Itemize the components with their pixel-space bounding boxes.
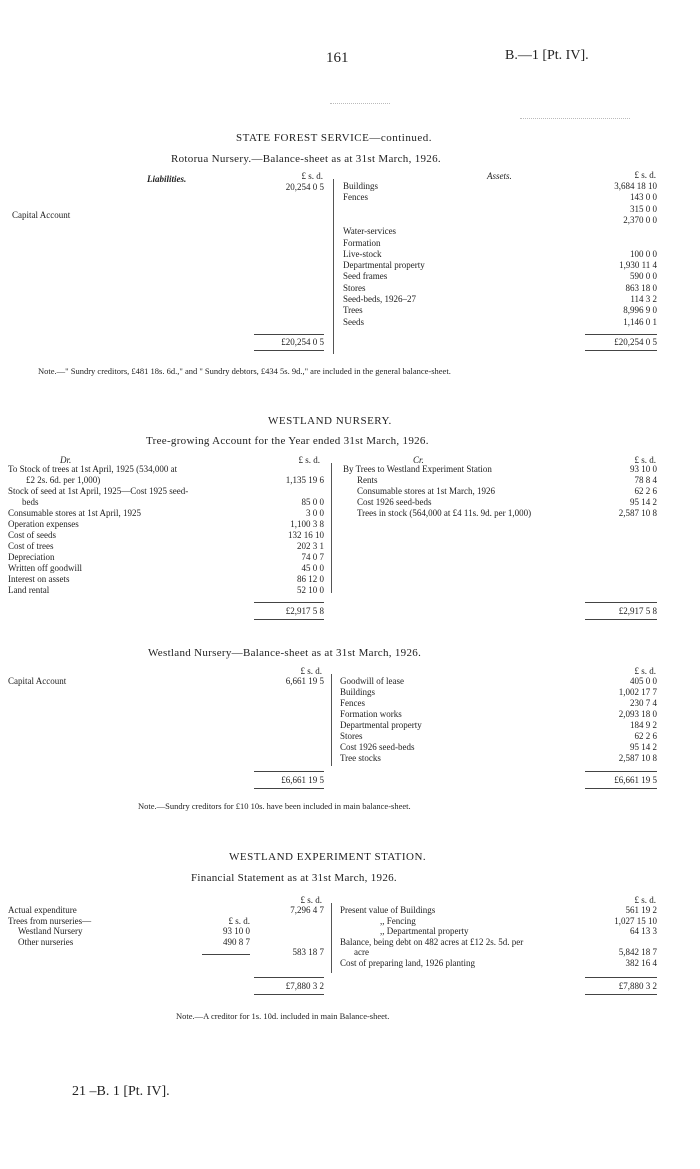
tree-debit-amount: 52 10 0 [297,585,324,595]
tree-credit-amount: 78 8 4 [634,475,657,485]
rotorua-asset-label: Stores [343,282,366,293]
wb-asset-label: Cost 1926 seed-beds [340,742,415,752]
tree-credit-label: Trees in stock (564,000 at £4 11s. 9d. per 1,000) [357,508,532,518]
tree-debit-label: Cost of trees [8,541,54,551]
exp-debit-subamount: 490 8 7 [223,936,250,947]
wb-liability-amount: 6,661 19 5 [285,676,324,686]
exp-debit-subamount: 93 10 0 [223,926,250,936]
wb-asset-label: Goodwill of lease [340,676,404,686]
rotorua-asset-amount: 100 0 0 [630,248,657,259]
rotorua-note: Note.—" Sundry creditors, £481 18s. 6d.," and " Sundry debtors, £434 5s. 9d.," are included in the general balance-sheet. [38,366,451,376]
tree-right-col-head: £ s. d. [634,455,656,465]
tree-debit-amount: 132 16 10 [288,530,324,540]
wb-asset-amount: 62 2 6 [634,731,657,741]
wb-total-left: £6,661 19 5 [281,775,324,785]
exp-left-col-head: £ s. d. [300,895,322,905]
footer-reference: 21 –B. 1 [Pt. IV]. [72,1084,170,1099]
wb-left-col-head: £ s. d. [300,666,322,676]
exp-debit-amount: 7,296 4 7 [290,905,324,915]
tree-debit-label: To Stock of trees at 1st April, 1925 (534,000 at [8,464,178,474]
tree-debit-label: Cost of seeds [8,530,56,540]
wb-asset-amount: 1,002 17 7 [618,687,657,697]
rotorua-asset-amount: 1,146 0 1 [623,316,657,327]
wb-total-right: £6,661 19 5 [614,775,657,785]
dr-heading: Dr. [60,455,72,465]
tree-credit-label: Cost 1926 seed-beds [357,497,432,507]
tree-debit-label: Depreciation [8,552,55,562]
tree-debit-label: Land rental [8,585,50,595]
tree-credit-label: Consumable stores at 1st March, 1926 [357,486,495,496]
rotorua-asset-label: Departmental property [343,260,425,271]
rotorua-asset-label: Seeds [343,316,364,327]
rotorua-section-title: STATE FOREST SERVICE—continued. [236,132,432,144]
rotorua-asset-label: Seed-beds, 1926–27 [343,294,416,304]
tree-debit-label: Operation expenses [8,519,79,529]
rotorua-asset-label: Trees [343,305,363,316]
exp-credit-label: ,, Departmental property [380,926,469,936]
wb-asset-amount: 2,587 10 8 [618,753,657,763]
wb-right-col-head: £ s. d. [634,666,656,676]
wb-asset-label: Fences [340,698,365,708]
wb-asset-label: Tree stocks [340,753,381,763]
rotorua-asset-label: Seed frames [343,271,388,282]
tree-debit-amount: 45 0 0 [301,563,324,573]
exp-debit-subamount: £ s. d. [228,915,250,926]
rotorua-asset-amount: 315 0 0 [630,203,657,214]
exp-credit-amount: 382 16 4 [625,957,657,968]
exp-credit-amount: 64 13 3 [630,926,657,936]
page-number: 161 [326,50,349,66]
rotorua-asset-label: Live-stock [343,248,382,259]
exp-credit-label: Cost of preparing land, 1926 planting [340,957,475,968]
rotorua-asset-label: Formation [343,237,381,248]
exp-total-right: £7,880 3 2 [618,981,657,991]
rotorua-asset-label: Water-services [343,226,397,237]
wb-asset-amount: 230 7 4 [630,698,657,708]
wb-asset-amount: 405 0 0 [630,676,657,686]
tree-credit-amount: 2,587 10 8 [618,508,657,518]
tree-debit-amount: 85 0 0 [301,497,324,507]
rotorua-total-left: £20,254 0 5 [281,337,324,347]
exp-credit-label: ,, Fencing [380,915,416,926]
rotorua-asset-amount: 863 18 0 [625,282,657,293]
rotorua-title: Rotorua Nursery.—Balance-sheet as at 31st March, 1926. [171,153,441,165]
wb-asset-label: Formation works [340,709,402,719]
tree-credit-amount: 95 14 2 [630,497,657,507]
exp-debit-amount: 583 18 7 [292,947,324,957]
rotorua-asset-amount: 2,370 0 0 [623,214,657,225]
tree-total-right: £2,917 5 8 [618,606,657,616]
rotorua-total-right: £20,254 0 5 [614,337,657,347]
tree-credit-label: Rents [357,475,378,485]
experiment-section-title: WESTLAND EXPERIMENT STATION. [229,851,427,863]
rotorua-left-col-head: £ s. d. [301,171,323,181]
westland-balance-title: Westland Nursery—Balance-sheet as at 31st March, 1926. [148,647,422,659]
tree-debit-amount: 1,100 3 8 [290,519,324,529]
exp-credit-label: Present value of Buildings [340,905,436,915]
rotorua-asset-amount: 590 0 0 [630,271,657,282]
rotorua-asset-amount: 8,996 9 0 [623,305,657,316]
exp-debit-label: Other nurseries [18,936,74,947]
liabilities-heading: Liabilities. [147,174,187,184]
tree-credit-label: By Trees to Westland Experiment Station [343,464,492,474]
experiment-note: Note.—A creditor for 1s. 10d. included in main Balance-sheet. [176,1011,390,1021]
rotorua-asset-amount: 3,684 18 10 [614,181,657,191]
rotorua-liability-amount: 20,254 0 5 [285,182,324,192]
rotorua-asset-amount: 1,930 11 4 [619,260,657,271]
tree-debit-amount: 86 12 0 [297,574,324,584]
wb-asset-label: Buildings [340,687,376,697]
exp-debit-label: Trees from nurseries— [8,915,92,926]
tree-left-col-head: £ s. d. [298,455,320,465]
wb-asset-label: Stores [340,731,363,741]
exp-credit-amount: 1,027 15 10 [614,915,657,926]
cr-heading: Cr. [413,455,424,465]
assets-heading: Assets. [487,171,512,181]
rotorua-asset-label: Buildings [343,181,379,191]
tree-debit-label: Written off goodwill [8,563,82,573]
tree-debit-amount: 3 0 0 [306,508,324,518]
exp-credit-label: acre [354,947,369,957]
tree-debit-label: beds [22,497,39,507]
exp-total-left: £7,880 3 2 [285,981,324,991]
exp-credit-label: Balance, being debt on 482 acres at £12 2s. 5d. per [340,936,524,947]
rotorua-liability-label: Capital Account [12,210,71,220]
rotorua-asset-amount: 143 0 0 [630,192,657,203]
tree-debit-amount: 74 0 7 [301,552,324,562]
westland-tree-title: Tree-growing Account for the Year ended 31st March, 1926. [146,435,429,447]
tree-debit-amount: 1,135 19 6 [285,475,324,485]
tree-debit-label: £2 2s. 6d. per 1,000) [26,475,101,485]
tree-credit-amount: 93 10 0 [630,464,657,474]
wb-liability-label: Capital Account [8,676,67,686]
tree-debit-label: Interest on assets [8,574,70,584]
rotorua-asset-amount: 114 3 2 [630,294,657,304]
wb-asset-amount: 2,093 18 0 [618,709,657,719]
tree-total-left: £2,917 5 8 [285,606,324,616]
tree-debit-label: Stock of seed at 1st April, 1925—Cost 1925 seed- [8,486,189,496]
exp-debit-label: Westland Nursery [18,926,83,936]
rotorua-right-col-head: £ s. d. [634,170,656,180]
exp-credit-amount: 5,842 18 7 [618,947,657,957]
westland-balance-note: Note.—Sundry creditors for £10 10s. have been included in main balance-sheet. [138,801,411,811]
tree-credit-amount: 62 2 6 [634,486,657,496]
westland-section-title: WESTLAND NURSERY. [268,415,392,427]
tree-debit-amount: 202 3 1 [297,541,324,551]
tree-debit-label: Consumable stores at 1st April, 1925 [8,508,141,518]
exp-debit-label: Actual expenditure [8,905,77,915]
exp-credit-amount: 561 19 2 [625,905,657,915]
rotorua-asset-label: Fences [343,192,368,203]
document-reference: B.—1 [Pt. IV]. [505,48,589,63]
experiment-title: Financial Statement as at 31st March, 1926. [191,872,397,884]
wb-asset-amount: 95 14 2 [630,742,657,752]
exp-right-col-head: £ s. d. [634,895,656,905]
wb-asset-amount: 184 9 2 [630,720,657,730]
wb-asset-label: Departmental property [340,720,422,730]
